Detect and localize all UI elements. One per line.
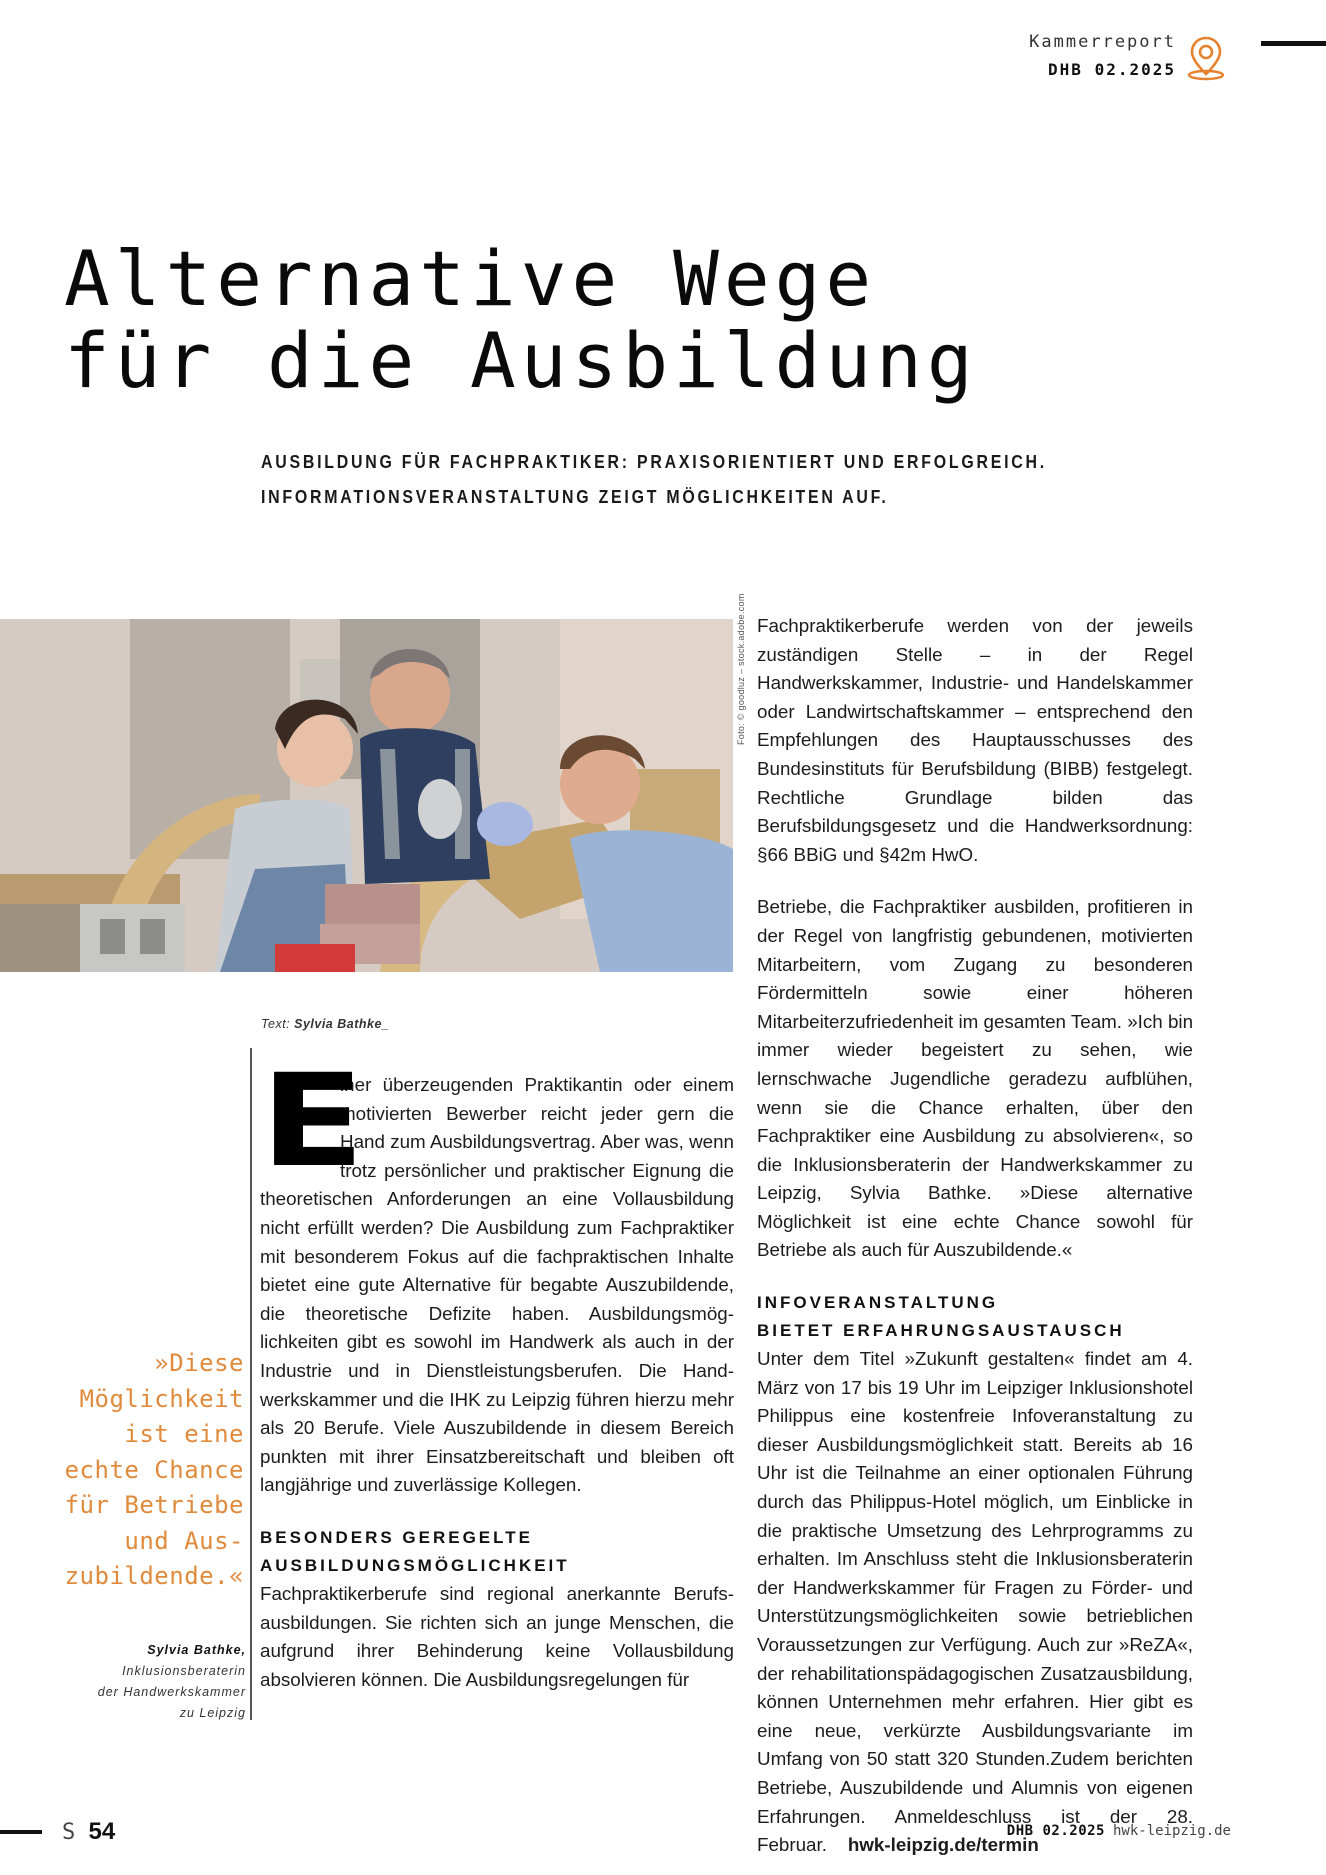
article-subtitle	[261, 444, 1047, 514]
photo-credit: Foto: © goodluz – stock.adobe.com	[736, 593, 746, 745]
subhead-besonders-geregelte	[260, 1524, 734, 1580]
section-label: Kammerreport	[1029, 32, 1176, 52]
page-number	[62, 1818, 115, 1846]
middle-column	[260, 1047, 734, 1694]
subtitle-line-1: AUSBILDUNG FÜR FACHPRAKTIKER: PRAXISORIENTIERT UND ERFOLGREICH.	[261, 451, 1047, 472]
subhead-1-line-1: BESONDERS GEREGELTE	[260, 1527, 533, 1547]
intro-paragraph	[260, 1047, 734, 1500]
byline-author: Sylvia Bathke_	[294, 1017, 390, 1031]
footer-rule	[0, 1830, 42, 1834]
quote-role-3: zu Leipzig	[179, 1706, 246, 1720]
article-title	[64, 234, 978, 405]
quote-author: Sylvia Bathke,	[147, 1643, 246, 1657]
workshop-photo-illustration	[0, 619, 733, 972]
subhead-2-line-1: INFOVERANSTALTUNG	[757, 1293, 999, 1313]
footer-website[interactable]: hwk-leipzig.de	[1112, 1823, 1231, 1839]
page-prefix: S	[62, 1820, 76, 1845]
section-2-text	[757, 1345, 1193, 1860]
map-pin-icon	[1184, 34, 1228, 82]
section-1-text: Fachpraktikerberufe sind regional anerkannte Berufsausbildungen. Sie richten sich an junge Menschen, die aufgrund ihrer Behinderung keine Vollausbildung absolvieren können. Die Ausbildungsregelungen für	[260, 1582, 734, 1690]
byline	[261, 1017, 389, 1031]
section-2-body: Unter dem Titel »Zukunft gestalten« findet am 4. März von 17 bis 19 Uhr im Leipziger Inklusionshotel Philippus eine kostenfreie Infoveranstaltung zu dieser Ausbildungsmöglichkeit statt. Bereits ab 16 Uhr ist die Teilnahme an einer optionalen Führung durch das Philippus-Hotel möglich, um Einblicke in die praktische Umsetzung des Lehrprogramms zu erhalten. Im Anschluss steht die Inklusionsberaterin der Handwerkskammer für Fragen zu Förder- und Unterstützungsmöglichkeiten sowie betrieblichen Voraussetzungen zur Verfügung. Auch zur »ReZA«, der rehabilitationspädagogischen Zusatzausbildung, können Unternehmen mehr erfahren. Hier gibt es eine neue, verkürzte Ausbildungsvariante im Umfang von 50 statt 320 Stunden.Zudem berichten Betriebe, Auszubildende und Alumnis von eigenen Erfahrungen. Anmeldeschluss ist der 28. Februar.	[757, 1348, 1193, 1856]
subhead-1-line-2: AUSBILDUNGSMÖGLICHKEIT	[260, 1555, 570, 1575]
subtitle-line-2: INFORMATIONSVERANSTALTUNG ZEIGT MÖGLICHKEITEN AUF.	[261, 486, 889, 507]
right-column	[757, 612, 1193, 1860]
issue-label: DHB 02.2025	[1048, 60, 1176, 79]
quote-role-1: Inklusionsberaterin	[122, 1664, 246, 1678]
title-line-1: Alternative Wege	[64, 234, 877, 323]
pull-quote-attribution	[60, 1640, 246, 1724]
right-paragraph-1: Fachpraktikerberufe werden von der jeweils zuständigen Stelle – in der Regel Handwerkskammer, Industrie- und Handelskammer oder Landwirtschaftskammer – entsprechend den Empfehlungen des Hauptausschusses des Bundesinstituts für Berufsbildung (BIBB) festgelegt. Rechtliche Grundlage bilden das Berufsbildungsgesetz und die Handwerksordnung: §66 BBiG und §42m HwO.	[757, 615, 1193, 865]
pull-quote: »Diese Möglichkeit ist eine echte Chance für Betriebe und Aus-zubildende.«	[64, 1349, 244, 1590]
footer-meta	[1007, 1822, 1231, 1840]
event-link[interactable]: hwk-leipzig.de/termin	[847, 1834, 1039, 1856]
page-number-value: 54	[88, 1818, 116, 1845]
quote-role-2: der Handwerkskammer	[97, 1685, 246, 1699]
byline-prefix: Text:	[261, 1017, 295, 1031]
drop-cap: E	[260, 1047, 365, 1196]
subhead-infoveranstaltung	[757, 1289, 1193, 1345]
header-rule	[1261, 41, 1326, 46]
right-paragraph-2: Betriebe, die Fachpraktiker ausbilden, profitieren in der Regel von langfristig gebundenen, motivierten Mitarbeitern, vom Zugang zu besonderen Fördermitteln sowie einer höheren Mitarbeiterzufriedenheit im gesamten Team. »Ich bin immer wieder begeistert zu sehen, wie lernschwache Jugendliche geradezu aufblühen, wenn sie die Chance erhalten, über den Fachpraktiker eine Ausbildung zu absolvieren«, so die Inklusionsberaterin der Handwerkskammer zu Leipzig, Sylvia Bathke. »Diese alternative Möglichkeit ist eine echte Chance sowohl für Betriebe als auch für Auszubildende.«	[757, 896, 1194, 1261]
title-line-2: für die Ausbildung	[64, 316, 978, 405]
article-photo	[0, 619, 733, 972]
column-divider	[250, 1048, 252, 1720]
footer-issue: DHB 02.2025	[1006, 1823, 1105, 1839]
subhead-2-line-2: BIETET ERFAHRUNGSAUSTAUSCH	[757, 1321, 1125, 1341]
intro-text: iner überzeugenden Praktikantin oder einem motivierten Bewerber reicht jeder gern die Hand zum Ausbildungsvertrag. Aber was, wenn trotz persönlicher und praktischer Eignung die theoretischen Anforderungen an eine Vollausbildung nicht erfüllt werden? Die Ausbildung zum Fachpraktiker mit besonderem Fokus auf die fachpraktischen Inhalte bietet eine gute Alternative für begabte Auszubildende, die theoretische Defizite haben. Ausbildungsmöglichkeiten gibt es sowohl im Handwerk als auch in der Industrie und in Dienstleistungsberufen. Die Handwerkskammer und die IHK zu Leipzig führen hierzu mehr als 20 Berufe. Viele Auszubildende in diesem Bereich punkten mit ihrer Einsatzbereitschaft und bleiben oft langjährige und zuverlässige Kollegen.	[260, 1074, 734, 1496]
